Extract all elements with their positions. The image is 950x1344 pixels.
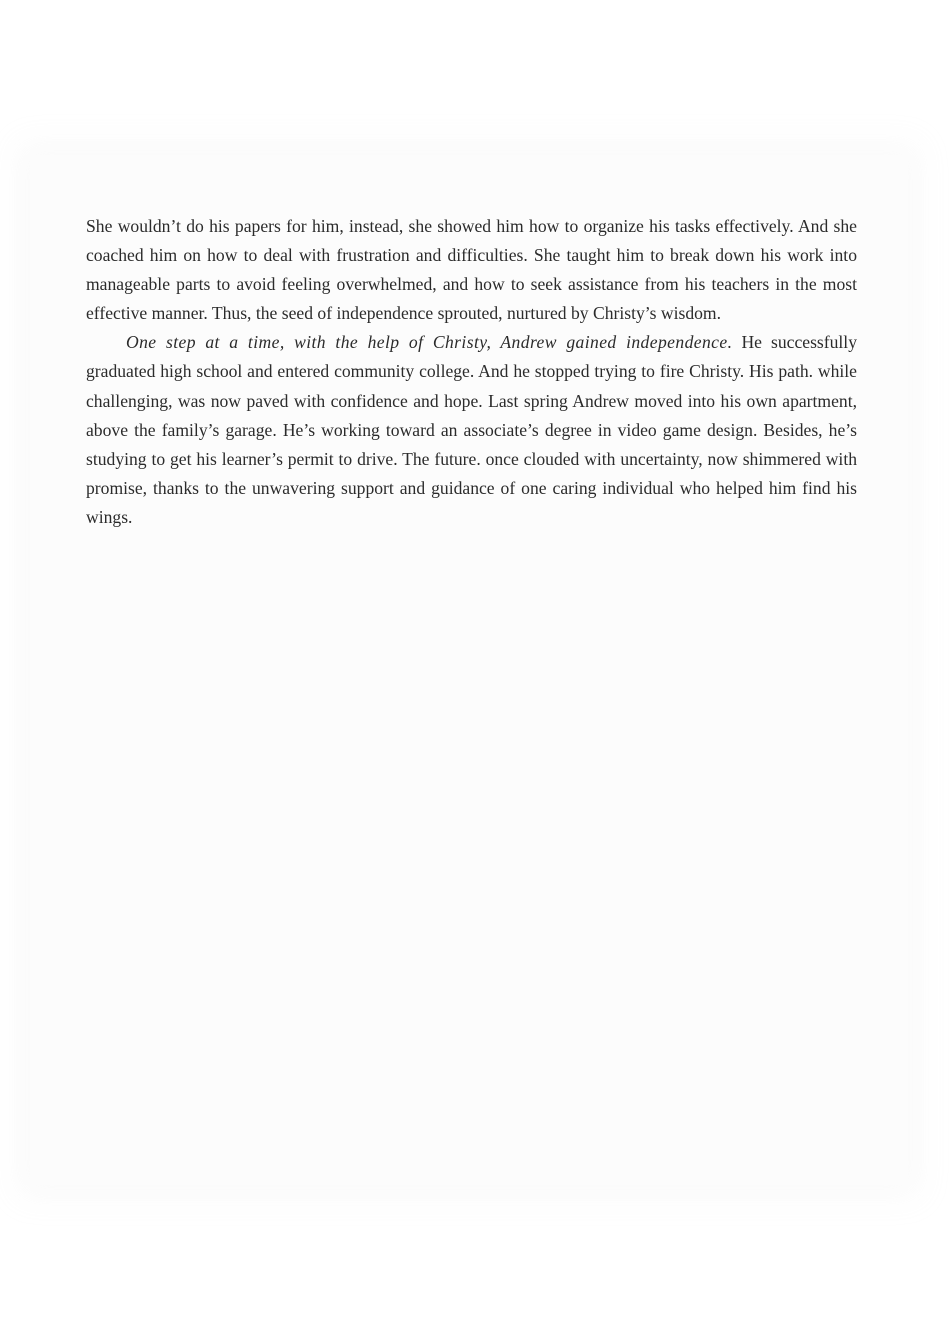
paragraph-1	[86, 212, 857, 328]
paragraph-1-text: She wouldn’t do his papers for him, instead, she showed him how to organize his tasks effectively. And she coached him on how to deal with frustration and difficulties. She taught him to break down his work into manageable parts to avoid feeling overwhelmed, and how to seek assistance from his teachers in the most effective manner. Thus, the seed of independence sprouted, nurtured by Christy’s wisdom.	[86, 216, 857, 324]
paragraph-2	[86, 328, 857, 532]
paragraph-2-italic-lead: One step at a time, with the help of Christy, Andrew gained independence.	[126, 332, 733, 353]
body-text	[86, 212, 857, 532]
paragraph-2-text: He successfully graduated high school and entered community college. And he stopped trying to fire Christy. His path. while challenging, was now paved with confidence and hope. Last spring Andrew moved into his own apartment, above the family’s garage. He’s working toward an associate’s degree in video game design. Besides, he’s studying to get his learner’s permit to drive. The future. once clouded with uncertainty, now shimmered with promise, thanks to the unwavering support and guidance of one caring individual who helped him find his wings.	[86, 332, 857, 527]
